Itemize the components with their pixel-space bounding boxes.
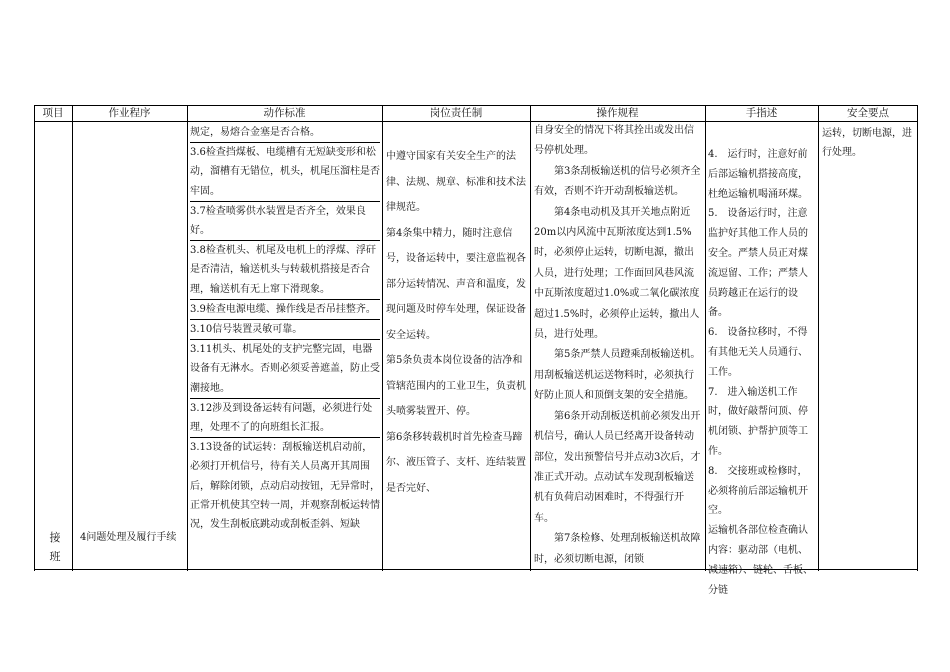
standard-item: 3.13设备的试运转：刮板输送机启动前，必须打开机信号，待有关人员离开其周围后，解除闭锁，点动启动按钮，无异常时，正常开机使其空转一周，并观察刮板运转情况，发生刮板底跳动或刮板歪斜、短缺	[190, 442, 380, 531]
col-divider	[818, 106, 918, 571]
standard-item: 规定，易熔合金塞是否合格。	[190, 123, 380, 143]
hand-point-cell: 4. 运行时，注意好前后部运输机搭接高度，杜绝运输机喝涌环煤。 5. 设备运行时，注意监护好其他工作人员的安全。严禁人员正对煤流逗留、工作；严禁人员跨越正在运行的设备。 6. 设备拉移时，不得有其他无关人员通行、工作。 7. 进入输送机工作时，做好敲帮问顶、停机闭锁、护帮护顶等工作。 8. 交接班或检修时，必须将前后部运输机开空。 运输机各部位检查确认内容：驱动部（电机、减速箱）、链轮、舌板、分链	[708, 149, 813, 596]
header-project: 项目	[34, 105, 72, 122]
operation-item: 第6条开动刮板送机前必须发出开机信号，确认人员已经离开设备转动部位，发出预警信号并点动3次后，才准正式开动。点动试车发现刮板输送机有负荷启动困难时，不得强行开车。	[534, 410, 701, 524]
project-char: 接	[49, 531, 61, 544]
col-divider	[72, 106, 188, 571]
operation-item: 第5条严禁人员蹬乘刮板输送机。用刮板输送机运送物料时，必须执行好防止顶人和顶倒支架的安全措施。	[534, 349, 701, 402]
action-standard-cell	[190, 123, 380, 534]
responsibility-cell: 中遵守国家有关安全生产的法律、法规、规章、标准和技术法律规范。 第4条集中精力，随时注意信号，设备运转中，要注意监视各部分运转情况、声音和温度，发现问题及时停车处理，保证设备安全运转。 第5条负责本岗位设备的洁净和管辖范围内的工业卫生，负责机头喷雾装置开、停。 第6条移转载机时首先检查马蹄尔、液压管子、支杆、连结装置是否完好、	[386, 151, 526, 494]
project-char: 班	[49, 550, 61, 563]
header-action-standard: 动作标准	[187, 105, 382, 122]
standard-item: 3.10信号装置灵敏可靠。	[190, 320, 380, 340]
safety-cell: 运转，切断电源，进行处理。	[822, 128, 912, 158]
standard-item: 3.11机头、机尾处的支护完整完固，电器设备有无淋水。否则必须妥善遮盖，防止受潮接地。	[190, 340, 380, 399]
operation-item: 第4条电动机及其开关地点附近20m以内风流中瓦斯浓度达到1.5%时，必须停止运转，切断电源，撤出人员，进行处理；工作面回风巷风流中瓦斯浓度超过1.0%或二氧化碳浓度超过1.5%时，必须停止运转，撤出人员，进行处理。	[534, 206, 700, 341]
col-divider	[35, 106, 73, 571]
operation-cell	[534, 121, 702, 570]
standard-item: 3.7检查喷雾供水装置是否齐全，效果良好。	[190, 202, 380, 241]
header-safety: 安全要点	[818, 105, 918, 122]
header-operation: 操作规程	[530, 105, 705, 122]
operation-item: 第7条检修、处理刮板输送机故障时，必须切断电源，闭锁	[534, 533, 701, 565]
procedure-cell: 4问题处理及履行手续	[80, 532, 177, 543]
standard-item: 3.6检查挡煤板、电缆槽有无短缺变形和松动，溜槽有无错位，机头，机尾压溜柱是否牢固。	[190, 143, 380, 202]
header-procedure: 作业程序	[72, 105, 187, 122]
header-hand-point: 手指述	[705, 105, 818, 122]
header-responsibility: 岗位责任制	[382, 105, 530, 122]
project-cell	[40, 528, 70, 566]
standard-item: 3.12涉及到设备运转有问题，必须进行处理，处理不了的向班组长汇报。	[190, 399, 380, 438]
standard-item: 3.9检查电源电缆、操作线是否吊挂整齐。	[190, 300, 380, 320]
standard-item: 3.8检查机头、机尾及电机上的浮煤、浮矸是否清洁，输送机头与转载机搭接是否合理，输送机有无上窜下滑现象。	[190, 241, 380, 300]
operation-item: 第3条刮板输送机的信号必须齐全有效，否则不许开动刮板输送机。	[534, 165, 701, 198]
operation-item: 自身安全的情况下将其拴出或发出信号停机处理。	[534, 125, 694, 157]
